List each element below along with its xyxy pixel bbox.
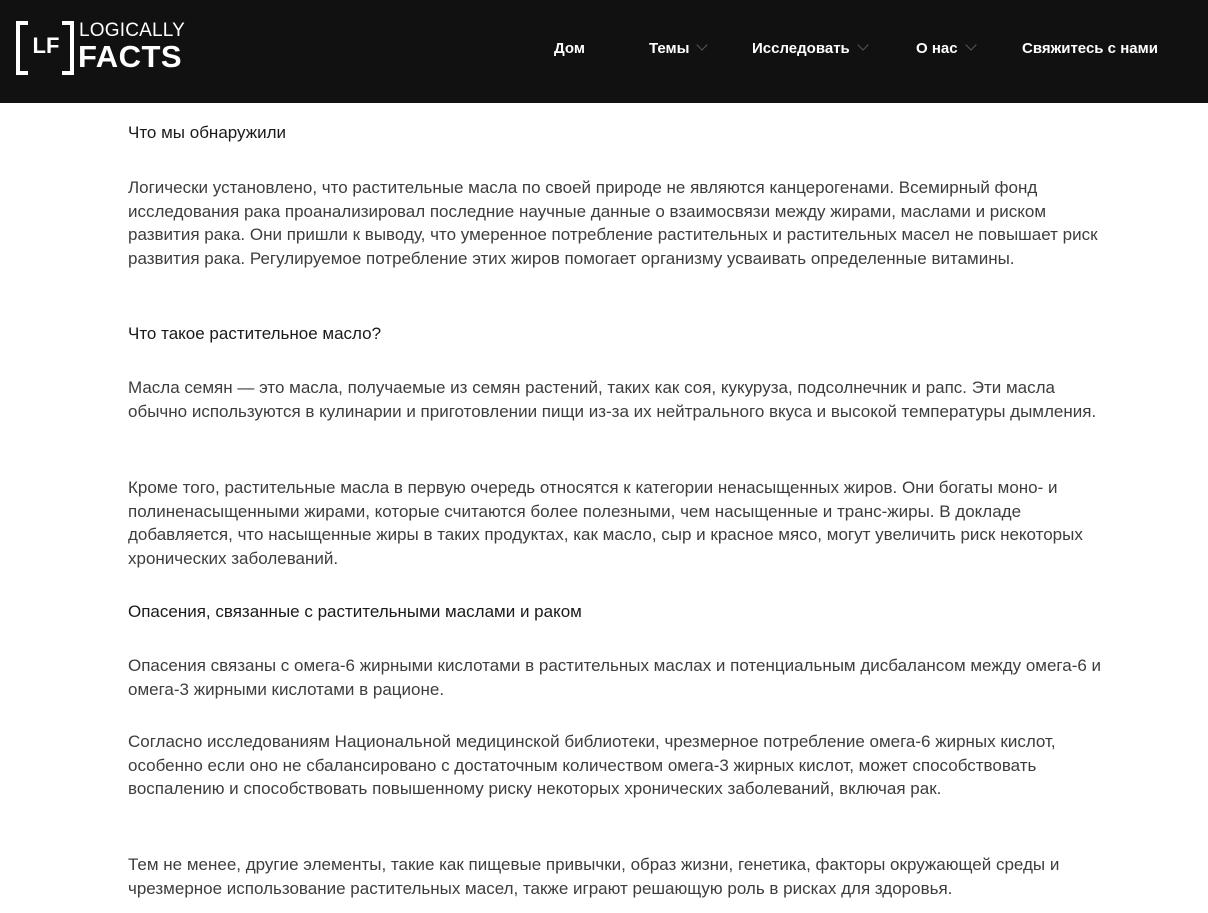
nav-item-about[interactable] [916, 38, 975, 60]
nav-item-topics[interactable] [649, 38, 706, 60]
section-heading-findings: Что мы обнаружили [128, 123, 287, 142]
nav-item-explore[interactable] [752, 38, 867, 60]
nav-item-home[interactable] [554, 38, 585, 60]
paragraph-concerns-3: Тем не менее, другие элементы, такие как пищевые привычки, образ жизни, генетика, факторы окружающей среды и чрезмерное использование растительных масел, также играют решающую роль в рисках для здоровья. [128, 855, 1060, 898]
paragraph-what-1: Масла семян — это масла, получаемые из семян растений, таких как соя, кукуруза, подсолнечник и рапс. Эти масла обычно используются в кулинарии и приготовлении пищи из-за их нейтрального вкуса и высокой температуры дымления. [128, 378, 1097, 421]
section-heading-concerns: Опасения, связанные с растительными маслами и раком [128, 602, 582, 621]
site-header [0, 0, 1208, 103]
nav-item-label: Темы [649, 40, 690, 57]
logo-mark-text: LF [32, 33, 60, 58]
chevron-down-icon [857, 39, 868, 50]
paragraph-what-2: Кроме того, растительные масла в первую очередь относятся к категории ненасыщенных жиров. Они богаты моно- и полиненасыщенными жирами, которые считаются более полезными, чем насыщенные и транс-жиры. В докладе добавляется, что насыщенные жиры в таких продуктах, как масло, сыр и красное мясо, могут увеличить риск некоторых хронических заболеваний. [128, 478, 1083, 568]
paragraph-concerns-2: Согласно исследованиям Национальной медицинской библиотеки, чрезмерное потребление омега-6 жирных кислот, особенно если оно не сбалансировано с достаточным количеством омега-3 жирных кислот, может способствовать воспалению и способствовать повышенному риску некоторых хронических заболеваний, включая рак. [128, 732, 1056, 799]
logo-line-2: FACTS [78, 39, 183, 74]
nav-item-label: Дом [554, 40, 585, 57]
chevron-down-icon [965, 39, 976, 50]
section-heading-what-is-seed-oil: Что такое растительное масло? [128, 324, 382, 343]
paragraph-findings: Логически установлено, что растительные масла по своей природе не являются канцерогенами. Всемирный фонд исследования рака проанализировал последние научные данные о взаимосвязи между жирами, маслами и риском развития рака. Они пришли к выводу, что умеренное потребление растительных и растительных масел не повышает риск развития рака. Регулируемое потребление этих жиров помогает организму усваивать определенные витамины. [128, 178, 1098, 268]
chevron-down-icon [697, 39, 708, 50]
nav-item-label: О нас [916, 40, 958, 57]
nav-item-label: Свяжитесь с нами [1022, 40, 1158, 57]
nav-item-label: Исследовать [752, 40, 850, 57]
main-nav [0, 38, 1208, 60]
paragraph-concerns-1: Опасения связаны с омега-6 жирными кислотами в растительных маслах и потенциальным дисбалансом между омега-6 и омега-3 жирными кислотами в рационе. [128, 656, 1102, 699]
logo-line-1: LOGICALLY [79, 20, 185, 41]
nav-item-contact[interactable] [1022, 38, 1158, 60]
